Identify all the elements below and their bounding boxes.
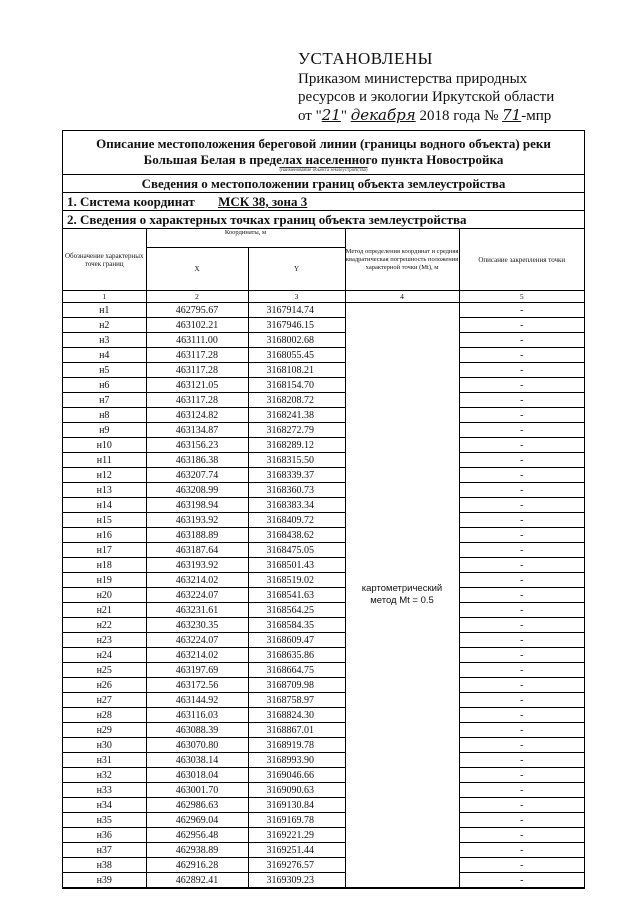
date-day: 21	[321, 106, 341, 124]
point-x: 463197.69	[146, 663, 248, 678]
point-y: 3168108.21	[248, 363, 345, 378]
points-table	[63, 228, 584, 888]
point-fixation: -	[459, 543, 584, 558]
point-x: 463156.23	[146, 438, 248, 453]
point-y: 3168315.50	[248, 453, 345, 468]
column-number: 5	[459, 291, 584, 303]
table-row	[63, 318, 584, 333]
point-y: 3168993.90	[248, 753, 345, 768]
point-id: н25	[63, 663, 146, 678]
coordinate-system-label: 1. Система координат	[67, 194, 195, 209]
point-fixation: -	[459, 558, 584, 573]
point-id: н9	[63, 423, 146, 438]
point-id: н15	[63, 513, 146, 528]
point-y: 3168584.35	[248, 618, 345, 633]
table-row	[63, 468, 584, 483]
point-y: 3169130.84	[248, 798, 345, 813]
point-id: н10	[63, 438, 146, 453]
point-y: 3168438.62	[248, 528, 345, 543]
point-fixation: -	[459, 708, 584, 723]
table-row	[63, 603, 584, 618]
table-row	[63, 573, 584, 588]
table-row	[63, 408, 584, 423]
point-fixation: -	[459, 363, 584, 378]
table-row	[63, 348, 584, 363]
point-fixation: -	[459, 828, 584, 843]
point-x: 462892.41	[146, 873, 248, 888]
point-fixation: -	[459, 303, 584, 318]
point-id: н3	[63, 333, 146, 348]
point-id: н22	[63, 618, 146, 633]
document-title-line-1: Описание местоположения береговой линии (границы водного объекта) реки	[96, 136, 551, 151]
point-x: 463121.05	[146, 378, 248, 393]
point-fixation: -	[459, 633, 584, 648]
point-y: 3168635.86	[248, 648, 345, 663]
point-y: 3168002.68	[248, 333, 345, 348]
header-method: Метод определения координат и средняя квадратическая погрешность положения характерной точки (Mt), м	[345, 229, 459, 291]
point-x: 463208.99	[146, 483, 248, 498]
table-row	[63, 648, 584, 663]
point-id: н37	[63, 843, 146, 858]
point-y: 3168867.01	[248, 723, 345, 738]
point-id: н1	[63, 303, 146, 318]
point-fixation: -	[459, 693, 584, 708]
point-fixation: -	[459, 483, 584, 498]
approval-line-2: ресурсов и экологии Иркутской области	[298, 89, 555, 105]
approval-heading: УСТАНОВЛЕНЫ	[298, 49, 433, 68]
point-fixation: -	[459, 648, 584, 663]
point-x: 463231.61	[146, 603, 248, 618]
point-x: 463117.28	[146, 363, 248, 378]
boundary-document	[62, 130, 585, 889]
title-note: (наименование объекта землеустройства)	[279, 168, 368, 173]
point-x: 463144.92	[146, 693, 248, 708]
table-row	[63, 843, 584, 858]
point-y: 3168709.98	[248, 678, 345, 693]
point-y: 3168360.73	[248, 483, 345, 498]
point-x: 463224.07	[146, 633, 248, 648]
point-fixation: -	[459, 798, 584, 813]
point-fixation: -	[459, 678, 584, 693]
point-y: 3168824.30	[248, 708, 345, 723]
point-fixation: -	[459, 453, 584, 468]
point-fixation: -	[459, 423, 584, 438]
point-id: н7	[63, 393, 146, 408]
point-y: 3168409.72	[248, 513, 345, 528]
point-y: 3168609.47	[248, 633, 345, 648]
point-id: н14	[63, 498, 146, 513]
coordinate-system-value: МСК 38, зона 3	[218, 194, 308, 209]
table-row	[63, 858, 584, 873]
point-x: 463172.56	[146, 678, 248, 693]
point-x: 463088.39	[146, 723, 248, 738]
table-row	[63, 333, 584, 348]
header-fixation: Описание закрепления точки	[459, 229, 584, 291]
point-id: н11	[63, 453, 146, 468]
point-y: 3168289.12	[248, 438, 345, 453]
point-x: 463038.14	[146, 753, 248, 768]
point-id: н32	[63, 768, 146, 783]
point-x: 462916.28	[146, 858, 248, 873]
document-title	[63, 131, 584, 168]
table-row	[63, 708, 584, 723]
table-row	[63, 633, 584, 648]
point-y: 3169046.66	[248, 768, 345, 783]
table-row	[63, 363, 584, 378]
order-suffix: -мпр	[521, 108, 552, 124]
document-title-line-2: Большая Белая в пределах населенного пункта Новостройка	[143, 152, 504, 167]
table-row	[63, 378, 584, 393]
point-id: н13	[63, 483, 146, 498]
point-x: 463188.89	[146, 528, 248, 543]
point-x: 463117.28	[146, 348, 248, 363]
point-id: н39	[63, 873, 146, 888]
point-fixation: -	[459, 858, 584, 873]
approval-date-line	[298, 106, 598, 125]
table-row	[63, 618, 584, 633]
point-x: 463187.64	[146, 543, 248, 558]
point-y: 3168564.25	[248, 603, 345, 618]
point-fixation: -	[459, 378, 584, 393]
table-row	[63, 528, 584, 543]
point-id: н29	[63, 723, 146, 738]
point-fixation: -	[459, 333, 584, 348]
point-y: 3168339.37	[248, 468, 345, 483]
method-line-1: картометрический	[361, 583, 443, 594]
point-id: н16	[63, 528, 146, 543]
point-fixation: -	[459, 468, 584, 483]
point-y: 3168208.72	[248, 393, 345, 408]
point-x: 463224.07	[146, 588, 248, 603]
point-fixation: -	[459, 318, 584, 333]
date-year: 2018 года №	[419, 108, 499, 124]
point-x: 463124.82	[146, 408, 248, 423]
point-id: н5	[63, 363, 146, 378]
header-point-id: Обозначение характерных точек границ	[63, 229, 146, 291]
point-id: н30	[63, 738, 146, 753]
point-y: 3168383.34	[248, 498, 345, 513]
table-row	[63, 693, 584, 708]
method-line-2: метод Mt = 0.5	[370, 595, 434, 606]
point-y: 3169169.78	[248, 813, 345, 828]
table-row	[63, 453, 584, 468]
approval-line-1: Приказом министерства природных	[298, 71, 528, 87]
point-x: 463102.21	[146, 318, 248, 333]
header-y: Y	[248, 248, 345, 291]
point-y: 3167946.15	[248, 318, 345, 333]
point-id: н38	[63, 858, 146, 873]
point-id: н21	[63, 603, 146, 618]
table-row	[63, 393, 584, 408]
point-y: 3168758.97	[248, 693, 345, 708]
point-y: 3168919.78	[248, 738, 345, 753]
table-row	[63, 588, 584, 603]
point-fixation: -	[459, 408, 584, 423]
column-number: 2	[146, 291, 248, 303]
point-fixation: -	[459, 348, 584, 363]
point-x: 463214.02	[146, 648, 248, 663]
point-id: н31	[63, 753, 146, 768]
point-x: 463070.80	[146, 738, 248, 753]
point-x: 462969.04	[146, 813, 248, 828]
point-y: 3169090.63	[248, 783, 345, 798]
point-x: 463193.92	[146, 513, 248, 528]
point-fixation: -	[459, 753, 584, 768]
point-y: 3168519.02	[248, 573, 345, 588]
point-y: 3168055.45	[248, 348, 345, 363]
point-y: 3168272.79	[248, 423, 345, 438]
point-id: н34	[63, 798, 146, 813]
point-x: 462956.48	[146, 828, 248, 843]
column-number: 4	[345, 291, 459, 303]
point-fixation: -	[459, 873, 584, 888]
point-x: 463001.70	[146, 783, 248, 798]
point-id: н6	[63, 378, 146, 393]
table-row	[63, 723, 584, 738]
point-x: 462795.67	[146, 303, 248, 318]
table-row	[63, 798, 584, 813]
table-row	[63, 513, 584, 528]
table-row	[63, 423, 584, 438]
point-y: 3169309.23	[248, 873, 345, 888]
table-row	[63, 498, 584, 513]
point-x: 463111.00	[146, 333, 248, 348]
date-quote: "	[340, 108, 347, 124]
table-row	[63, 438, 584, 453]
table-row	[63, 768, 584, 783]
point-id: н27	[63, 693, 146, 708]
point-id: н8	[63, 408, 146, 423]
table-row	[63, 783, 584, 798]
point-fixation: -	[459, 663, 584, 678]
point-x: 462986.63	[146, 798, 248, 813]
point-id: н36	[63, 828, 146, 843]
point-id: н23	[63, 633, 146, 648]
point-fixation: -	[459, 768, 584, 783]
point-y: 3169276.57	[248, 858, 345, 873]
point-x: 463207.74	[146, 468, 248, 483]
point-fixation: -	[459, 498, 584, 513]
header-x: X	[146, 248, 248, 291]
table-row	[63, 678, 584, 693]
point-x: 463018.04	[146, 768, 248, 783]
point-id: н4	[63, 348, 146, 363]
section-header: Сведения о местоположении границ объекта землеустройства	[63, 174, 584, 192]
point-id: н12	[63, 468, 146, 483]
column-number: 1	[63, 291, 146, 303]
header-coordinates: Координаты, м	[146, 229, 345, 248]
point-fixation: -	[459, 723, 584, 738]
order-number: 71	[502, 106, 522, 124]
point-y: 3168241.38	[248, 408, 345, 423]
table-row	[63, 828, 584, 843]
point-id: н19	[63, 573, 146, 588]
point-fixation: -	[459, 393, 584, 408]
point-id: н24	[63, 648, 146, 663]
point-y: 3169251.44	[248, 843, 345, 858]
point-fixation: -	[459, 588, 584, 603]
point-id: н33	[63, 783, 146, 798]
point-id: н18	[63, 558, 146, 573]
point-y: 3169221.29	[248, 828, 345, 843]
point-x: 463116.03	[146, 708, 248, 723]
table-row	[63, 753, 584, 768]
point-fixation: -	[459, 603, 584, 618]
column-number: 3	[248, 291, 345, 303]
point-x: 463117.28	[146, 393, 248, 408]
point-id: н26	[63, 678, 146, 693]
table-row	[63, 663, 584, 678]
point-x: 463198.94	[146, 498, 248, 513]
point-fixation: -	[459, 738, 584, 753]
table-row	[63, 483, 584, 498]
coordinate-system-row	[63, 192, 584, 210]
table-row	[63, 303, 584, 318]
point-id: н2	[63, 318, 146, 333]
point-id: н17	[63, 543, 146, 558]
point-y: 3168501.43	[248, 558, 345, 573]
approval-block	[298, 50, 598, 125]
point-fixation: -	[459, 528, 584, 543]
point-fixation: -	[459, 513, 584, 528]
table-row	[63, 543, 584, 558]
point-id: н28	[63, 708, 146, 723]
table-row	[63, 738, 584, 753]
table-row	[63, 873, 584, 888]
table-row	[63, 558, 584, 573]
point-fixation: -	[459, 843, 584, 858]
point-x: 463193.92	[146, 558, 248, 573]
point-y: 3168541.63	[248, 588, 345, 603]
point-fixation: -	[459, 618, 584, 633]
point-fixation: -	[459, 438, 584, 453]
points-section-label: 2. Сведения о характерных точках границ объекта землеустройства	[63, 210, 584, 228]
point-y: 3168475.05	[248, 543, 345, 558]
point-x: 463214.02	[146, 573, 248, 588]
point-x: 463134.87	[146, 423, 248, 438]
point-fixation: -	[459, 813, 584, 828]
points-table-body	[63, 303, 584, 888]
point-id: н35	[63, 813, 146, 828]
point-fixation: -	[459, 783, 584, 798]
table-row	[63, 813, 584, 828]
point-fixation: -	[459, 573, 584, 588]
date-month: декабря	[350, 106, 416, 124]
point-y: 3168664.75	[248, 663, 345, 678]
point-x: 463230.35	[146, 618, 248, 633]
point-x: 463186.38	[146, 453, 248, 468]
date-prefix: от "	[298, 108, 322, 124]
point-y: 3168154.70	[248, 378, 345, 393]
method-cell	[345, 303, 459, 888]
point-id: н20	[63, 588, 146, 603]
point-x: 462938.89	[146, 843, 248, 858]
point-y: 3167914.74	[248, 303, 345, 318]
